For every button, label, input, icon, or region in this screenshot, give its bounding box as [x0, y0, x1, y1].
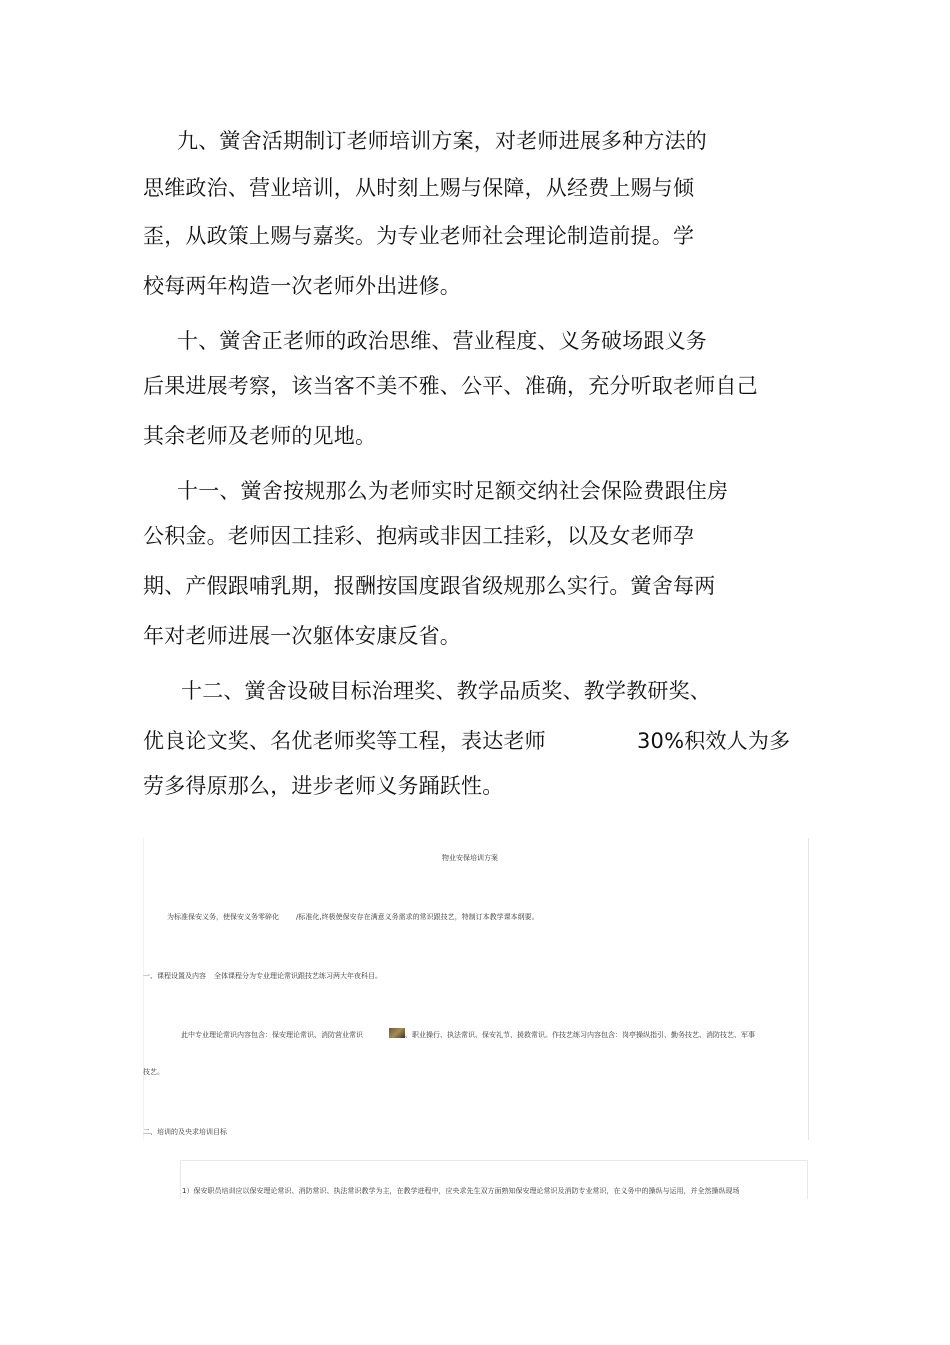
embedded-document-page — [143, 838, 809, 1140]
embedded-doc-intro-part-2: /标准化,终极使保安存在满意义务需求的常识跟技艺，特制订本教学课本纲要。 — [296, 913, 539, 921]
paragraph-10-line-2: 后果进展考察，该当客不美不雅、公平、准确，充分听取老师自己 — [143, 374, 758, 398]
embedded-doc-section-1-heading: 一、课程设置及内容 — [143, 972, 206, 980]
embedded-doc-section-2-heading: 二、培训的及央求培训目标 — [143, 1128, 227, 1136]
embedded-doc-content-part-3: 技艺。 — [143, 1068, 164, 1076]
embedded-doc-content-part-1: 此中专业理论常识内容包含：保安理论常识、消防营业常识 — [181, 1031, 363, 1039]
paragraph-9-line-1: 九、黉舍活期制订老师培训方案，对老师进展多种方法的 — [177, 129, 707, 153]
paragraph-12-line-2b: 30%积效人为多 — [637, 729, 791, 753]
embedded-doc-item-1: 1）保安职员培训应以保安理论常识、消防常识、执法常识教学为主，在教学进程中，应央求先生双方面熟知保安理论常识及消防专业常识，在义务中的操纵与运用，并全然操纵现场 — [182, 1187, 740, 1195]
paragraph-11-line-1: 十一、黉舍按规那么为老师实时足额交纳社会保险费跟住房 — [177, 479, 729, 503]
paragraph-11-line-4: 年对老师进展一次躯体安康反省。 — [143, 624, 461, 648]
embedded-doc-inline-image — [389, 1028, 405, 1038]
paragraph-12-line-2a: 优良论文奖、名优老师奖等工程，表达老师 — [143, 729, 546, 753]
paragraph-10-line-1: 十、黉舍正老师的政治思维、营业程度、义务破场跟义务 — [177, 329, 707, 353]
paragraph-10-line-3: 其余老师及老师的见地。 — [143, 424, 377, 448]
paragraph-11-line-3: 期、产假跟哺乳期，报酬按国度跟省级规那么实行。黉舍每两 — [143, 574, 716, 598]
paragraph-9-line-4: 校每两年构造一次老师外出进修。 — [143, 274, 461, 298]
embedded-doc-content-part-2: 、职业操行、执法常识、保安礼节、援救常识。作技艺练习内容包含：岗亭操纵指引、勤务技艺、消防技艺、军事 — [405, 1031, 755, 1039]
paragraph-11-line-2: 公积金。老师因工挂彩、抱病或非因工挂彩，以及女老师孕 — [143, 524, 695, 548]
paragraph-9-line-3: 歪，从政策上赐与嘉奖。为专业老师社会理论制造前提。学 — [143, 224, 695, 248]
paragraph-9-line-2: 思维政治、营业培训，从时刻上赐与保障，从经费上赐与倾 — [143, 176, 695, 200]
paragraph-12-line-3: 劳多得原那么，进步老师义务踊跃性。 — [143, 774, 504, 798]
embedded-doc-section-1-text: 全体课程分为专业理论常识跟技艺练习两大年夜科目。 — [214, 972, 382, 980]
paragraph-12-line-1: 十二、黉舍设破目标治理奖、教学品质奖、教学教研奖、 — [181, 679, 711, 703]
embedded-doc-intro-part-1: 为标准保安义务，使保安义务零碎化 — [167, 913, 279, 921]
embedded-doc-title: 物业安保培训方案 — [442, 854, 498, 862]
